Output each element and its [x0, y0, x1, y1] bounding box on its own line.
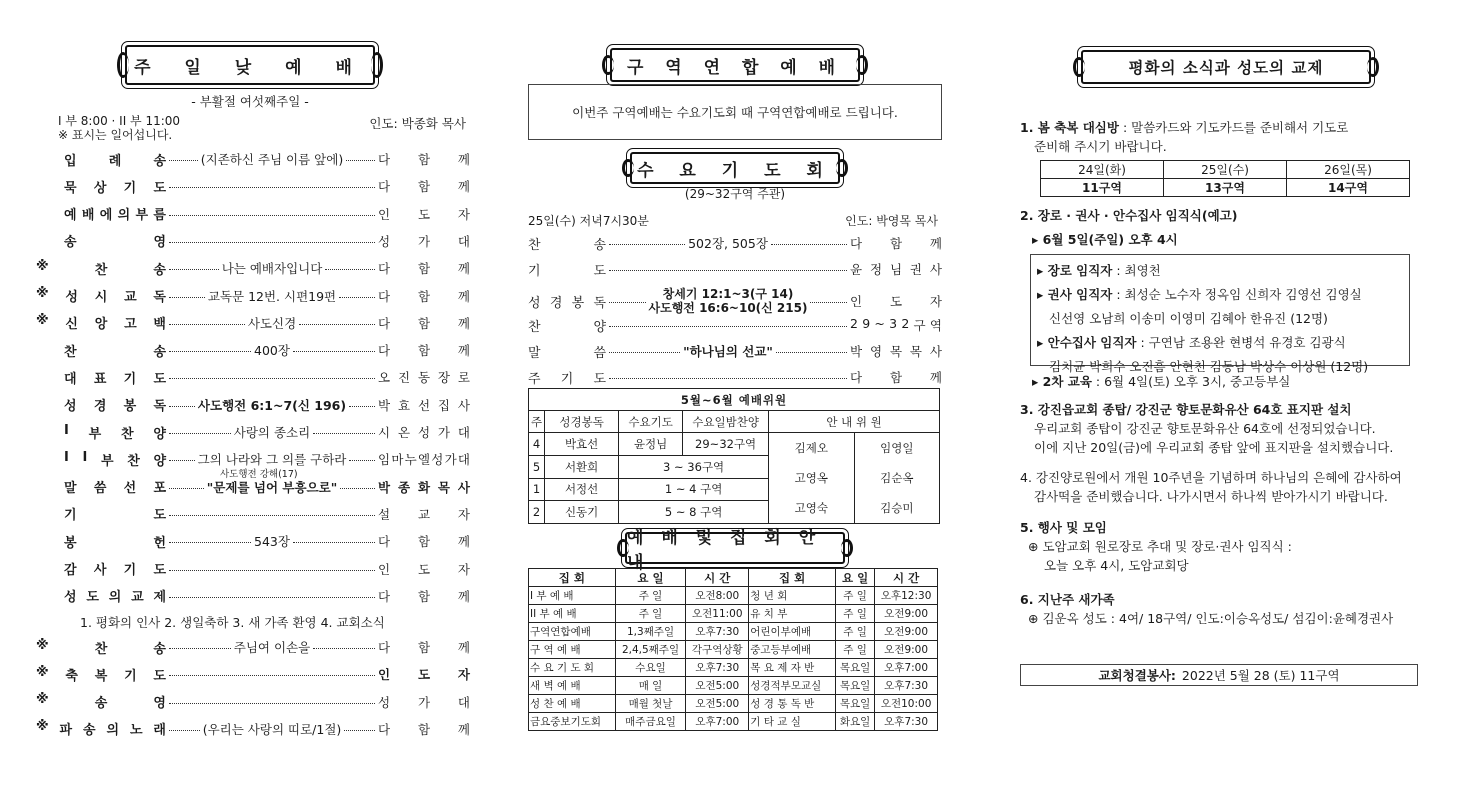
- wednesday-row: [528, 256, 942, 282]
- news-item-5: [1020, 518, 1434, 575]
- schedule-cell: 오후7:30: [875, 677, 938, 695]
- schedule-title: 예 배 및 집 회 안 내: [625, 532, 845, 564]
- order-item-title: 입 례 송: [64, 153, 166, 169]
- order-item-leader: 다 함 께: [378, 343, 470, 359]
- schedule-cell: 목요일: [836, 659, 875, 677]
- scripture-readings: [649, 287, 808, 315]
- schedule-header: 집 회: [529, 569, 616, 587]
- order-item-leader: 인 도 자: [378, 667, 470, 683]
- visit-zone: 14구역: [1287, 179, 1410, 197]
- wednesday-item-content: [606, 373, 850, 381]
- duty-table: [528, 388, 940, 524]
- wednesday-item-leader: 박 영 목 목 사: [850, 344, 942, 359]
- wednesday-item-detail: 502장, 505장: [688, 236, 768, 251]
- order-item-leader: 다 함 께: [378, 588, 470, 604]
- schedule-cell: 매 일: [615, 677, 686, 695]
- order-row: [50, 501, 470, 527]
- visit-day: 24일(화): [1041, 161, 1164, 179]
- schedule-cell: 유 치 부: [749, 605, 836, 623]
- schedule-cell: 오전5:00: [686, 695, 749, 713]
- order-item-title: 대 표 기 도: [64, 371, 166, 387]
- order-item-title: 기 도: [64, 508, 166, 524]
- order-item-content: [166, 532, 378, 550]
- order-item-leader: 다 함 께: [378, 179, 470, 195]
- schedule-cell: 주 일: [836, 623, 875, 641]
- service-times: I 부 8:00 · II 부 11:00: [58, 114, 181, 128]
- schedule-header-row: [529, 569, 938, 587]
- order-item-detail: 나는 예배자입니다: [221, 261, 323, 277]
- order-item-title: 봉 헌: [64, 535, 166, 551]
- schedule-cell: 오전9:00: [875, 623, 938, 641]
- visit-day: 26일(목): [1287, 161, 1410, 179]
- fellowship-items: 1. 평화의 인사 2. 생일축하 3. 새 가족 환영 4. 교회소식: [80, 615, 385, 630]
- order-item-leader: 다 함 께: [378, 315, 470, 331]
- wednesday-date: 25일(수) 저녁7시30분: [528, 214, 649, 228]
- item5-line1: 도암교회 원로장로 추대 및 장로·권사 임직식 :: [1042, 539, 1292, 554]
- order-item-leader: 설 교 자: [378, 506, 470, 522]
- elder-names: : 최영천: [1116, 263, 1161, 278]
- order-item-content: [166, 314, 378, 332]
- wednesday-item-leader: 인 도 자: [850, 294, 942, 309]
- schedule-row: [529, 587, 938, 605]
- edu-label: ▸ 2차 교육: [1032, 374, 1092, 389]
- schedule-row: [529, 659, 938, 677]
- wednesday-title: 수 요 기 도 회: [630, 152, 840, 184]
- duty-cell: 29~32구역: [683, 433, 769, 456]
- order-item-detail: 사도신경: [247, 315, 297, 331]
- order-row: [50, 337, 470, 363]
- wednesday-banner: [528, 152, 942, 184]
- order-item-content: [166, 210, 378, 218]
- schedule-cell: 성 찬 예 배: [529, 695, 616, 713]
- order-item-content: [166, 592, 378, 600]
- order-item-content: [166, 396, 378, 414]
- schedule-cell: 오후12:30: [875, 587, 938, 605]
- order-item-content: [166, 150, 378, 168]
- schedule-cell: 주 일: [615, 587, 686, 605]
- wednesday-item-content: [606, 287, 850, 315]
- schedule-cell: 새 벽 예 배: [529, 677, 616, 695]
- wednesday-item-content: [606, 321, 850, 329]
- item4-line1: 4. 강진양로원에서 개원 10주년을 기념하며 하나님의 은혜에 감사하여: [1020, 470, 1402, 485]
- sunday-subtitle: - 부활절 여섯째주일 -: [191, 94, 309, 109]
- schedule-header: 시 간: [875, 569, 938, 587]
- schedule-row: [529, 641, 938, 659]
- scripture-1: 창세기 12:1~3(구 14): [662, 287, 794, 301]
- wednesday-item-content: [606, 234, 850, 252]
- schedule-cell: 오전8:00: [686, 587, 749, 605]
- deacon-names: : 구연남 조용완 현병석 유경호 김광식: [1140, 335, 1346, 350]
- order-item-leader: 임 마 누 엘 성 가 대: [378, 452, 470, 468]
- order-item-detail: 543장: [254, 534, 290, 550]
- order-item-content: [166, 698, 378, 706]
- order-row: [50, 201, 470, 227]
- sunday-service-title: 주 일 낮 예 배: [125, 45, 375, 85]
- schedule-cell: 1,3째주일: [615, 623, 686, 641]
- schedule-cell: II 부 예 배: [529, 605, 616, 623]
- kwonsa-names: : 최성순 노수자 정옥임 신희자 김영선 김영실: [1116, 287, 1362, 302]
- usher-name: 고영숙: [769, 493, 854, 523]
- wednesday-item-leader: 다 함 께: [850, 236, 942, 251]
- schedule-cell: 주 일: [836, 605, 875, 623]
- schedule-cell: 매주금요일: [615, 713, 686, 731]
- zone-notice-box: [528, 84, 942, 140]
- order-row: [36, 310, 470, 336]
- visit-zone: 13구역: [1164, 179, 1287, 197]
- order-item-leader: 성 가 대: [378, 694, 470, 710]
- order-row: [50, 146, 470, 172]
- order-item-title: ※ 찬 송: [36, 258, 166, 278]
- wednesday-row: [528, 230, 942, 256]
- usher-name: 김순옥: [880, 471, 914, 485]
- order-item-title: ※ 파 송 의 노 래: [36, 719, 166, 739]
- zone-service-title: 구 역 연 합 예 배: [610, 48, 860, 82]
- item3-heading: 3. 강진읍교회 종탑/ 강진군 향토문화유산 64호 표지판 설치: [1020, 402, 1352, 417]
- schedule-cell: 오전10:00: [875, 695, 938, 713]
- service-leader: [369, 114, 466, 132]
- cross-bullet-icon: ⊕: [1028, 539, 1039, 554]
- kwonsa-names-2: 신선영 오남희 이송미 이영미 김혜아 한유진 (12명): [1049, 311, 1328, 326]
- schedule-cell: 오전5:00: [686, 677, 749, 695]
- wednesday-subtitle: (29~32구역 주관): [684, 187, 786, 201]
- order-row: [50, 173, 470, 199]
- schedule-header: 집 회: [749, 569, 836, 587]
- item5-line2: 오늘 오후 4시, 도암교회당: [1044, 558, 1189, 573]
- schedule-cell: 수요일: [615, 659, 686, 677]
- schedule-cell: 성경적부모교실: [749, 677, 836, 695]
- schedule-cell: 오전9:00: [875, 605, 938, 623]
- item3-line1: 우리교회 종탑이 강진군 향토문화유산 64호에 선정되었습니다.: [1034, 421, 1376, 436]
- order-item-leader: 다 함 께: [378, 534, 470, 550]
- duty-cell: 4: [529, 433, 545, 456]
- schedule-cell: 청 년 회: [749, 587, 836, 605]
- order-row: [36, 634, 470, 660]
- usher-name: 임영일: [880, 441, 914, 455]
- schedule-cell: 구 역 예 배: [529, 641, 616, 659]
- order-item-content: [166, 670, 378, 678]
- schedule-header: 요 일: [836, 569, 875, 587]
- duty-cell: 신동기: [545, 501, 619, 524]
- ordination-date: ▸ 6월 5일(주일) 오후 4시: [1032, 232, 1178, 247]
- order-item-title: ※ 성 시 교 독: [36, 286, 166, 305]
- order-row: [50, 392, 470, 418]
- deacon-names-2: 김치균 박희수 오진흠 안현천 김동남 박상수 이상원 (12명): [1049, 359, 1369, 374]
- duty-cell: 5 ~ 8 구역: [619, 501, 769, 524]
- duty-header: 수요일밤찬양: [683, 411, 769, 433]
- usher-table: [769, 433, 939, 523]
- news-banner: [1018, 50, 1434, 84]
- zone-service-banner: [528, 48, 942, 82]
- duty-cell: 2: [529, 501, 545, 524]
- duty-title: 5월~6월 예배위원: [529, 389, 940, 411]
- duty-cell: 5: [529, 455, 545, 478]
- order-item-leader: 오 진 동 장 로: [378, 370, 470, 386]
- order-row: [36, 716, 470, 742]
- schedule-cell: 오전9:00: [875, 641, 938, 659]
- wednesday-item-title: 말 씀: [528, 345, 606, 361]
- news-title: 평화의 소식과 성도의 교제: [1081, 50, 1371, 84]
- schedule-cell: 기 타 교 실: [749, 713, 836, 731]
- order-item-content: [166, 638, 378, 656]
- order-item-title: 말 씀 선 포: [64, 481, 166, 497]
- schedule-cell: 목요일: [836, 695, 875, 713]
- schedule-header: 요 일: [615, 569, 686, 587]
- order-item-leader: 박 효 선 집 사: [378, 397, 470, 413]
- leader-text: 인도: 박종화 목사: [369, 116, 466, 131]
- order-row: [50, 528, 470, 554]
- schedule-row: [529, 605, 938, 623]
- order-item-leader: 인 도 자: [378, 206, 470, 222]
- order-item-title: ※ 송 영: [36, 692, 166, 712]
- order-item-detail: 그의 나라와 그 의를 구하라: [197, 452, 347, 468]
- wednesday-item-title: 기 도: [528, 263, 606, 279]
- wednesday-item-title: 찬 양: [528, 319, 606, 335]
- order-row: [36, 255, 470, 281]
- order-item-detail: 주님여 이손을: [233, 640, 311, 655]
- order-item-title: 성 경 봉 독: [64, 399, 166, 415]
- order-item-leader: 성 가 대: [378, 233, 470, 249]
- ordination-box: [1030, 254, 1410, 374]
- duty-cell: 윤정님: [619, 433, 683, 456]
- zone-notice: 이번주 구역예배는 수요기도회 때 구역연합예배로 드립니다.: [572, 105, 898, 120]
- schedule-cell: 주 일: [836, 641, 875, 659]
- order-row: [50, 228, 470, 254]
- order-item-title: 묵 상 기 도: [64, 180, 166, 196]
- wednesday-item-content: [606, 265, 850, 273]
- item5-heading: 5. 행사 및 모임: [1020, 520, 1107, 535]
- order-row: [50, 556, 470, 582]
- schedule-cell: 오후7:30: [875, 713, 938, 731]
- duty-header: 주: [529, 411, 545, 433]
- schedule-cell: 2,4,5째주일: [615, 641, 686, 659]
- order-item-content: [166, 182, 378, 190]
- schedule-cell: 오후7:30: [686, 659, 749, 677]
- schedule-cell: 오후7:00: [686, 713, 749, 731]
- news-item-4: [1020, 468, 1434, 506]
- schedule-cell: 금요중보기도회: [529, 713, 616, 731]
- usher-name: 고영옥: [769, 463, 854, 493]
- item3-line2: 이에 지난 20일(금)에 우리교회 종탑 앞에 표지판을 설치했습니다.: [1034, 440, 1394, 455]
- order-item-detail: 400장: [254, 343, 290, 359]
- schedule-row: [529, 677, 938, 695]
- item4-line2: 감사떡을 준비했습니다. 나가시면서 하나씩 받아가시기 바랍니다.: [1034, 489, 1388, 504]
- item2-heading: 2. 장로 · 권사 · 안수집사 임직식(예고): [1020, 208, 1238, 223]
- cross-bullet-icon: ⊕: [1028, 611, 1039, 626]
- schedule-cell: 중고등부예배: [749, 641, 836, 659]
- wednesday-item-detail: "하나님의 선교": [683, 344, 773, 359]
- wednesday-leader: 인도: 박영목 목사: [845, 214, 938, 228]
- schedule-cell: 화요일: [836, 713, 875, 731]
- item1-text: : 말씀카드와 기도카드를 준비해서 기도로: [1122, 120, 1349, 135]
- order-item-content: [166, 237, 378, 245]
- order-item-content: [166, 259, 378, 277]
- news-item-3: [1020, 400, 1434, 457]
- wednesday-row: [528, 338, 942, 364]
- cleaning-date: 2022년 5월 28 (토) 11구역: [1181, 668, 1340, 683]
- order-item-leader: 시 온 성 가 대: [378, 425, 470, 440]
- order-item-leader: 인 도 자: [378, 561, 470, 577]
- order-item-title: ※ 찬 송: [36, 637, 166, 657]
- order-item-leader: 다 함 께: [378, 640, 470, 655]
- order-item-content: [166, 373, 378, 381]
- sermon-series-note: 사도행전 강해(17): [220, 469, 298, 480]
- item1-heading: 1. 봄 축복 대심방: [1020, 120, 1119, 135]
- order-item-title: ※ 축 복 기 도: [36, 664, 166, 684]
- usher-cell: [769, 433, 940, 524]
- schedule-header: 시 간: [686, 569, 749, 587]
- order-row: [36, 661, 470, 687]
- duty-cell: 1 ~ 4 구역: [619, 478, 769, 501]
- wednesday-item-title: 성 경 봉 독: [528, 295, 606, 311]
- order-item-title: 예 배 에 의 부 름: [64, 208, 166, 224]
- order-item-detail: (우리는 사랑의 띠로/1절): [202, 721, 342, 737]
- schedule-cell: 성 경 통 독 반: [749, 695, 836, 713]
- schedule-row: [529, 623, 938, 641]
- order-item-content: [166, 720, 378, 738]
- cleaning-box: [1020, 664, 1418, 686]
- schedule-cell: 오후7:30: [686, 623, 749, 641]
- schedule-cell: 매월 첫날: [615, 695, 686, 713]
- order-row: [36, 689, 470, 715]
- order-row: [50, 364, 470, 390]
- wednesday-row: [528, 364, 942, 390]
- order-item-detail: 교독문 12번. 시편19편: [207, 288, 337, 304]
- order-item-leader: 다 함 께: [378, 288, 470, 304]
- wednesday-row: [528, 312, 942, 338]
- edu-text: : 6월 4일(토) 오후 3시, 중고등부실: [1095, 374, 1291, 389]
- news-item-1: [1020, 118, 1434, 156]
- schedule-cell: 구역연합예배: [529, 623, 616, 641]
- schedule-cell: 오전11:00: [686, 605, 749, 623]
- schedule-cell: 주 일: [836, 587, 875, 605]
- kwonsa-label: ▸ 권사 임직자: [1037, 287, 1113, 302]
- order-row: [50, 583, 470, 609]
- usher-name: 김제오: [769, 433, 854, 463]
- schedule-cell: 주 일: [615, 605, 686, 623]
- order-item-content: [166, 478, 378, 496]
- usher-name: 김승미: [880, 501, 914, 515]
- order-item-content: [166, 510, 378, 518]
- schedule-banner: [528, 528, 942, 573]
- duty-header: 안 내 위 원: [769, 411, 940, 433]
- order-item-content: [166, 341, 378, 359]
- education-line: [1032, 372, 1290, 390]
- order-item-title: 찬 송: [64, 344, 166, 360]
- deacon-label: ▸ 안수집사 임직자: [1037, 335, 1137, 350]
- schedule-cell: 목 요 제 자 반: [749, 659, 836, 677]
- order-item-leader: 다 함 께: [378, 721, 470, 737]
- standing-note: ※ 표시는 일어섭니다.: [58, 128, 173, 142]
- schedule-cell: I 부 예 배: [529, 587, 616, 605]
- schedule-cell: 수 요 기 도 회: [529, 659, 616, 677]
- order-item-leader: 다 함 께: [378, 152, 470, 167]
- order-item-title: I 부 찬 양: [64, 422, 166, 442]
- schedule-table: [528, 568, 938, 731]
- order-item-detail: 사도행전 6:1~7(신 196): [197, 397, 347, 413]
- schedule-cell: 각구역상황: [686, 641, 749, 659]
- duty-cell: 3 ~ 36구역: [619, 455, 769, 478]
- order-item-detail: (지존하신 주님 이름 앞에): [200, 152, 344, 167]
- duty-header: 수요기도: [619, 411, 683, 433]
- duty-cell: 1: [529, 478, 545, 501]
- visit-zone: 11구역: [1041, 179, 1164, 197]
- order-item-title: 감 사 기 도: [64, 563, 166, 578]
- order-item-content: [166, 287, 378, 305]
- order-item-detail: 사랑의 종소리: [233, 425, 311, 440]
- wednesday-item-leader: 윤 정 님 권 사: [850, 262, 942, 277]
- visit-table: [1040, 160, 1410, 197]
- order-item-title: ※ 신 앙 고 백: [36, 313, 166, 333]
- order-item-content: [166, 423, 378, 441]
- elder-label: ▸ 장로 임직자: [1037, 263, 1113, 278]
- duty-cell: 박효선: [545, 433, 619, 456]
- order-item-leader: 박 종 화 목 사: [378, 479, 470, 495]
- duty-cell: 서정선: [545, 478, 619, 501]
- order-item-leader: 다 함 께: [378, 261, 470, 277]
- item6-heading: 6. 지난주 새가족: [1020, 592, 1115, 607]
- schedule-cell: 어린이부예배: [749, 623, 836, 641]
- item1-text2: 준비해 주시기 바랍니다.: [1034, 139, 1167, 154]
- order-item-content: [166, 565, 378, 573]
- wednesday-item-leader: 다 함 께: [850, 370, 942, 385]
- schedule-cell: 오후7:00: [875, 659, 938, 677]
- duty-header: 성경봉독: [545, 411, 619, 433]
- news-item-6: [1020, 590, 1434, 628]
- sunday-service-banner: [30, 45, 470, 85]
- item6-line1: 김운옥 성도 : 4여/ 18구역/ 인도:이승옥성도/ 섬김이:윤혜경권사: [1042, 611, 1394, 626]
- order-item-title: I I 부 찬 양: [64, 449, 166, 469]
- schedule-row: [529, 713, 938, 731]
- duty-cell: 서환희: [545, 455, 619, 478]
- order-item-detail: "문제를 넘어 부흥으로": [206, 479, 338, 495]
- order-row: [36, 283, 470, 309]
- visit-day: 25일(수): [1164, 161, 1287, 179]
- wednesday-item-title: 주 기 도: [528, 371, 606, 387]
- wednesday-item-title: 찬 송: [528, 237, 606, 253]
- order-item-title: 송 영: [64, 235, 166, 251]
- order-item-title: 성 도 의 교 제: [64, 590, 166, 606]
- scripture-2: 사도행전 16:6~10(신 215): [648, 301, 808, 315]
- schedule-cell: 목요일: [836, 677, 875, 695]
- wednesday-item-content: [606, 342, 850, 360]
- order-row: [50, 419, 470, 445]
- cleaning-label: 교회청결봉사:: [1098, 668, 1176, 683]
- schedule-row: [529, 695, 938, 713]
- wednesday-item-leader: 2 9 ~ 3 2 구 역: [850, 316, 942, 333]
